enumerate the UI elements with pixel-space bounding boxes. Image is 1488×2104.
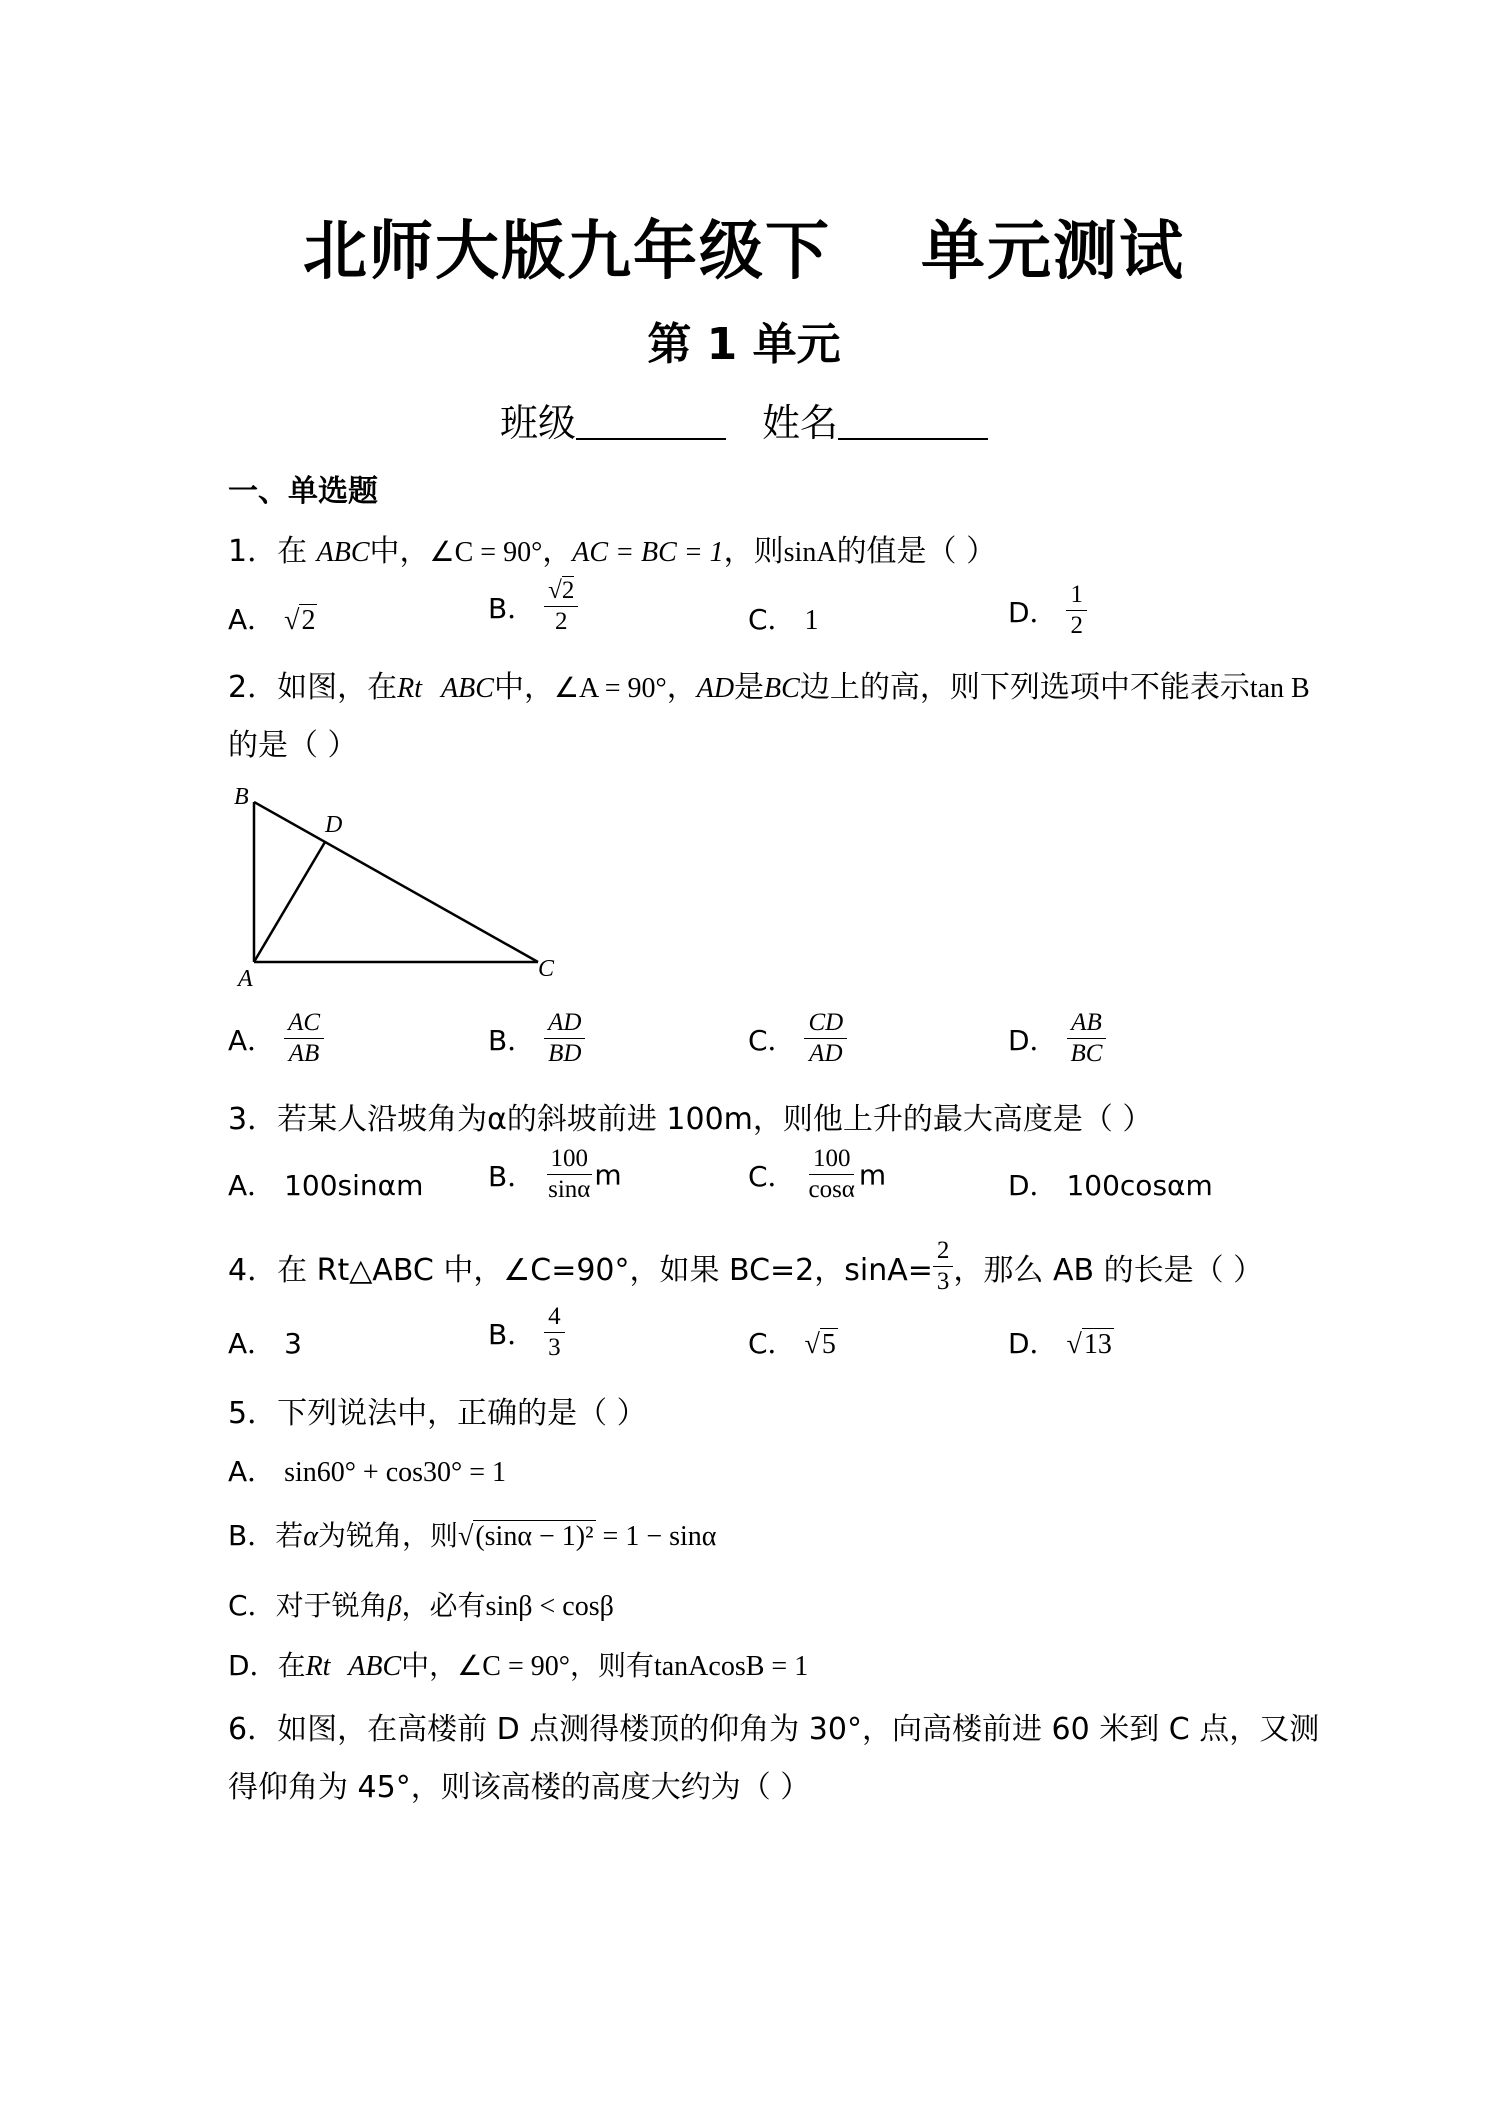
question-2-stem-line2: 的是（ ） — [228, 728, 358, 763]
label-d: D — [325, 812, 343, 838]
label-b: B — [234, 784, 249, 810]
section-title: 一、单选题 — [228, 474, 378, 509]
q4-option-c[interactable]: C． √5 — [748, 1327, 836, 1360]
q5-option-a[interactable]: A． sin60° + cos30° = 1 — [228, 1455, 507, 1488]
page-title — [0, 200, 1488, 292]
question-4-stem: 4．在 Rt△ABC 中，∠C=90°，如果 BC=2，sinA= $\frac{2}{3}$ ，那么 AB 的长是（ ） — [228, 1237, 1264, 1296]
label-a: A — [238, 966, 253, 992]
question-2-stem: 2．如图，在Rt ABC中，∠A = 90°，AD是BC边上的高，则下列选项中不能表示tan B — [228, 670, 1310, 705]
name-label: 姓名 — [762, 401, 839, 445]
class-name-line — [0, 392, 1488, 447]
q2-option-d[interactable]: D． $\frac{AB}{BC}$ — [1008, 1010, 1106, 1068]
side-bc — [254, 802, 538, 962]
name-blank[interactable] — [838, 404, 988, 440]
q5-option-b[interactable]: B．若α为锐角，则√(sinα − 1)² = 1 − sinα — [228, 1519, 717, 1552]
question-1-stem: 1．在 ABC中，∠C = 90°，AC = BC = 1，则sinA的值是（ ） — [228, 534, 997, 569]
q4-option-a[interactable]: A． 3 — [228, 1327, 302, 1360]
class-label: 班级 — [499, 401, 576, 445]
q4-option-d[interactable]: D． √13 — [1008, 1327, 1112, 1360]
q2-option-b[interactable]: B． $\frac{AD}{BD}$ — [488, 1010, 585, 1068]
q5-option-d[interactable]: D．在Rt ABC中，∠C = 90°，则有tanAcosB = 1 — [228, 1649, 809, 1682]
q3-option-b[interactable]: B． $\frac{100}{\sin\alpha}$ m — [488, 1145, 622, 1204]
unit-title: 第 1 单元 — [647, 319, 841, 370]
class-blank[interactable] — [576, 404, 726, 440]
q3-option-a[interactable]: A． 100sinαm — [228, 1169, 424, 1202]
question-6-stem-line2: 得仰角为 45°，则该高楼的高度大约为（ ） — [228, 1770, 811, 1805]
title-left: 北师大版九年级下 — [303, 215, 831, 289]
altitude-ad — [254, 842, 325, 962]
q2-option-c[interactable]: C． $\frac{CD}{AD}$ — [748, 1010, 847, 1068]
q3-option-c[interactable]: C． $\frac{100}{\cos\alpha}$ m — [748, 1145, 887, 1204]
q3-option-d[interactable]: D． 100cosαm — [1008, 1169, 1213, 1202]
label-c: C — [538, 956, 555, 982]
q1-option-d[interactable]: D． $\frac{1}{2}$ — [1008, 582, 1087, 640]
q5-option-c[interactable]: C．对于锐角β，必有sinβ < cosβ — [228, 1589, 614, 1622]
question-5-stem: 5．下列说法中，正确的是（ ） — [228, 1396, 647, 1431]
question-3-stem: 3．若某人沿坡角为α的斜坡前进 100m，则他上升的最大高度是（ ） — [228, 1102, 1153, 1137]
triangle-figure — [228, 780, 568, 1000]
question-6-stem: 6．如图，在高楼前 D 点测得楼顶的仰角为 30°，向高楼前进 60 米到 C 点，又测 — [228, 1712, 1320, 1747]
title-right: 单元测试 — [921, 215, 1185, 289]
q1-option-b[interactable]: B． $\frac{√2}{2}$ — [488, 578, 578, 636]
q1-option-a[interactable]: A． √2 — [228, 603, 316, 636]
q4-option-b[interactable]: B． $\frac{4}{3}$ — [488, 1304, 565, 1362]
q2-option-a[interactable]: A． $\frac{AC}{AB}$ — [228, 1010, 324, 1068]
q1-option-c[interactable]: C． 1 — [748, 603, 819, 636]
